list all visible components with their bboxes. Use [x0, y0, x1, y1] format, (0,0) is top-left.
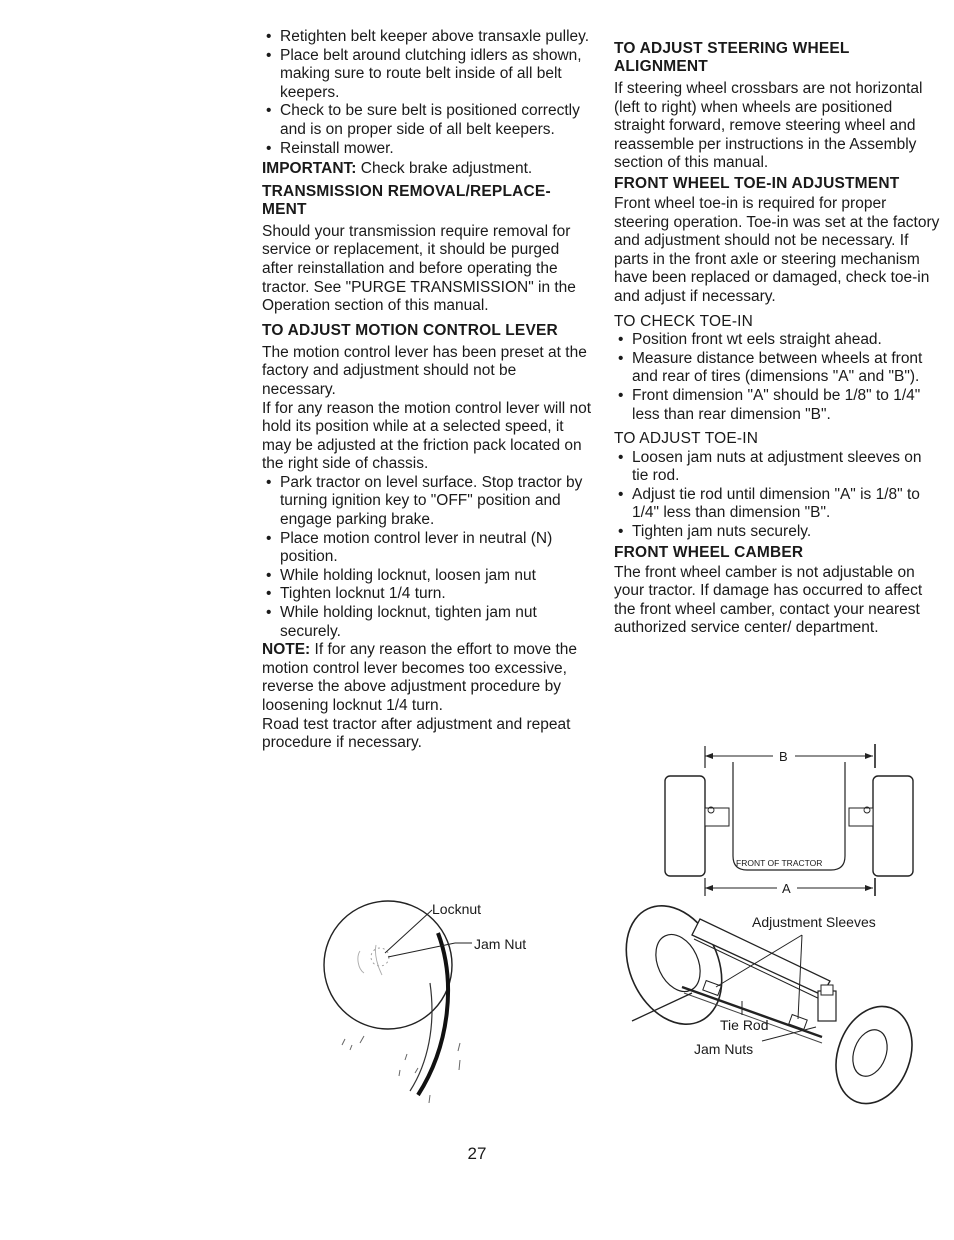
list-item: • Retighten belt keeper above transaxle pulley.: [262, 28, 592, 47]
camber-body: The front wheel camber is not adjustable on your tractor. If damage has occurred to affect the front wheel camber, contact your nearest authorized service center/ department.: [614, 563, 923, 637]
list-item: • Adjust tie rod until dimension "A" is 1/8" to 1/4" less than dimension "B".: [614, 486, 942, 523]
note-text: If for any reason the effort to move the motion control lever becomes too excessive, reverse the above adjustment procedure by loosening locknut 1/4 turn.: [262, 641, 578, 714]
tractor-front-outline: [733, 762, 845, 870]
lever-adjustment-figure: [320, 895, 550, 1120]
left-column: [262, 28, 592, 753]
left-wheel: [665, 776, 705, 876]
list-item: • Tighten locknut 1/4 turn.: [262, 585, 592, 604]
motion-paragraph-1: The motion control lever has been preset at the factory and adjustment should not be necessary.: [262, 343, 587, 398]
front-of-tractor-label: FRONT OF TRACTOR: [736, 858, 823, 868]
jam-nut-label: Jam Nut: [474, 936, 527, 952]
detail-circle: [324, 901, 452, 1029]
list-item: • Loosen jam nuts at adjustment sleeves on tie rod.: [614, 449, 942, 486]
a-arrow-right: [865, 885, 873, 891]
toein-body: Front wheel toe-in is required for proper steering operation. Toe-in was set at the factory and adjustment should not be necessary. If parts in the front axle or steering mechanism have been replaced or damaged, check toe-in and adjust if necessary.: [614, 194, 940, 305]
motion-note: [262, 641, 592, 715]
right-wheel: [873, 776, 913, 876]
check-toein-heading: TO CHECK TOE-IN: [614, 312, 754, 330]
b-arrow-right: [865, 753, 873, 759]
tie-rod-label: Tie Rod: [720, 1017, 769, 1033]
list-item: • Check to be sure belt is positioned correctly and is on proper side of all belt keepers.: [262, 102, 592, 139]
adjust-toein-list: [614, 449, 942, 542]
list-item: • Reinstall mower.: [262, 140, 592, 159]
nut-outline: [371, 948, 389, 966]
right-hub: [849, 808, 873, 826]
important-note: [262, 160, 592, 179]
list-item: • Tighten jam nuts securely.: [614, 523, 942, 542]
page-number: 27: [467, 1144, 487, 1163]
locknut-leader: [385, 910, 432, 953]
dimension-b-label: B: [779, 749, 788, 764]
toein-heading: FRONT WHEEL TOE-IN ADJUSTMENT: [614, 174, 900, 192]
belt-steps-list: [262, 28, 592, 158]
list-item: • While holding locknut, tighten jam nut securely.: [262, 604, 592, 641]
toein-diagram: [655, 738, 925, 898]
list-item: • Position front wt eels straight ahead.: [614, 331, 942, 350]
important-label: IMPORTANT:: [262, 160, 357, 178]
steering-body: If steering wheel crossbars are not horizontal (left to right) when wheels are positioned straight forward, remove steering wheel and reassemble per instructions in the Assembly section of this manual.: [614, 80, 923, 172]
list-item: • Place belt around clutching idlers as shown, making sure to route belt inside of all belt keepers.: [262, 47, 592, 103]
jam-nuts-label: Jam Nuts: [694, 1041, 754, 1057]
transmission-body: Should your transmission require removal for service or replacement, it should be purged after reinstallation and before operating the tractor. See "PURGE TRANSMISSION" in the Operation section of this manual.: [262, 222, 576, 315]
motion-paragraph-2: If for any reason the motion control lever will not hold its position while at a selected speed, it may be adjusted at the friction pack located on the right side of chassis.: [262, 399, 592, 473]
transmission-heading: TRANSMISSION REMOVAL/REPLACE-MENT: [262, 182, 551, 218]
important-text: Check brake adjustment.: [360, 160, 533, 178]
stipple-detail: [342, 1036, 460, 1103]
left-hub: [705, 808, 729, 826]
lever-shadow: [418, 933, 448, 1095]
list-item: • Park tractor on level surface. Stop tractor by turning ignition key to "OFF" position and engage parking brake.: [262, 474, 592, 530]
b-arrow-left: [705, 753, 713, 759]
nut-sketch: [358, 945, 382, 975]
check-toein-list: [614, 331, 942, 424]
camber-heading: FRONT WHEEL CAMBER: [614, 543, 804, 561]
list-item: • Place motion control lever in neutral (N) position.: [262, 530, 592, 567]
road-test-text: Road test tractor after adjustment and repeat procedure if necessary.: [262, 715, 571, 752]
jam-nuts-leader: [762, 1027, 816, 1041]
list-item: • While holding locknut, loosen jam nut: [262, 567, 592, 586]
list-item: • Front dimension "A" should be 1/8" to 1/4" less than rear dimension "B".: [614, 387, 942, 424]
motion-steps-list: [262, 474, 592, 641]
steering-heading: TO ADJUST STEERING WHEEL ALIGNMENT: [614, 40, 850, 75]
dimension-a-label: A: [782, 881, 791, 896]
locknut-label: Locknut: [432, 901, 482, 917]
a-arrow-left: [705, 885, 713, 891]
right-column: [614, 40, 942, 638]
right-kingpin: [821, 985, 833, 995]
axle-tie-rod-diagram: [612, 895, 932, 1115]
list-item: • Measure distance between wheels at front and rear of tires (dimensions "A" and "B").: [614, 350, 942, 387]
right-front-wheel: [823, 996, 925, 1115]
adjustment-sleeves-label: Adjustment Sleeves: [752, 914, 876, 930]
motion-heading: TO ADJUST MOTION CONTROL LEVER: [262, 321, 558, 339]
note-label: NOTE:: [262, 641, 311, 659]
adjust-toein-heading: TO ADJUST TOE-IN: [614, 430, 759, 448]
